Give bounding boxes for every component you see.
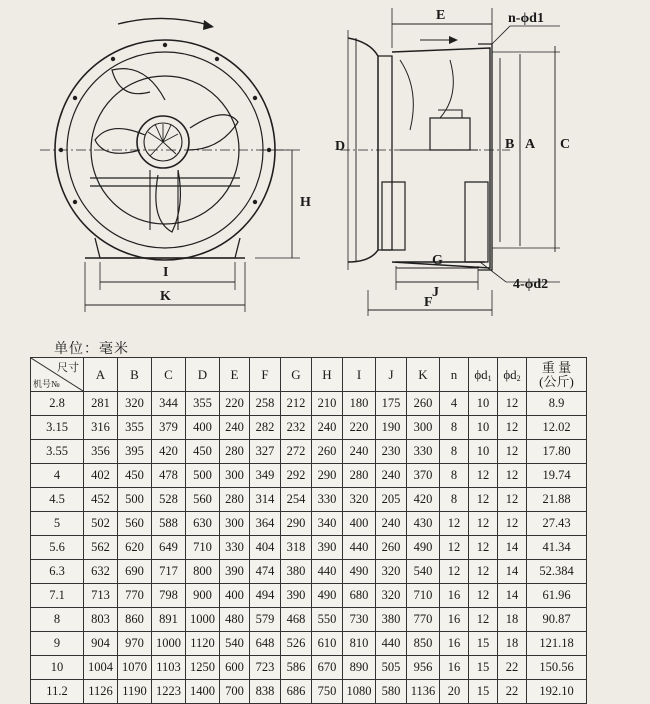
table-cell: 723	[250, 656, 281, 680]
table-cell: 240	[376, 512, 407, 536]
table-cell: 440	[376, 632, 407, 656]
table-cell: 1070	[118, 656, 152, 680]
table-cell: 648	[250, 632, 281, 656]
table-cell: 12	[469, 488, 498, 512]
table-cell: 230	[376, 440, 407, 464]
table-cell: 314	[250, 488, 281, 512]
table-cell: 15	[469, 680, 498, 704]
table-cell: 474	[250, 560, 281, 584]
header-weight-unit: (公斤)	[539, 373, 574, 389]
table-cell: 560	[118, 512, 152, 536]
header-weight-label: 重 量	[541, 359, 572, 375]
table-cell: 349	[250, 464, 281, 488]
table-cell: 540	[220, 632, 250, 656]
table-cell: 562	[84, 536, 118, 560]
table-cell: 12	[469, 512, 498, 536]
corner-model-label: 机号№	[33, 379, 60, 389]
model-number-cell: 10	[31, 656, 84, 680]
table-cell: 192.10	[527, 680, 587, 704]
table-cell: 580	[376, 680, 407, 704]
table-cell: 12	[469, 608, 498, 632]
table-cell: 240	[220, 416, 250, 440]
table-cell: 1004	[84, 656, 118, 680]
table-cell: 27.43	[527, 512, 587, 536]
table-cell: 8	[440, 440, 469, 464]
table-cell: 220	[343, 416, 376, 440]
fan-technical-drawing	[0, 0, 650, 335]
table-cell: 292	[281, 464, 312, 488]
table-cell: 630	[186, 512, 220, 536]
label-C: C	[560, 137, 571, 152]
table-cell: 502	[84, 512, 118, 536]
table-cell: 330	[220, 536, 250, 560]
table-cell: 12	[469, 464, 498, 488]
table-cell: 260	[312, 440, 343, 464]
header-d1	[469, 358, 498, 392]
table-cell: 717	[152, 560, 186, 584]
table-cell: 41.34	[527, 536, 587, 560]
label-G: G	[432, 253, 443, 268]
table-cell: 526	[281, 632, 312, 656]
label-J: J	[432, 285, 439, 300]
header-D: D	[186, 358, 220, 392]
table-cell: 15	[469, 632, 498, 656]
table-cell: 205	[376, 488, 407, 512]
table-row	[31, 512, 587, 536]
table-cell: 320	[118, 392, 152, 416]
table-cell: 686	[281, 680, 312, 704]
header-F: F	[250, 358, 281, 392]
table-cell: 713	[84, 584, 118, 608]
label-B: B	[505, 137, 515, 152]
table-cell: 318	[281, 536, 312, 560]
table-cell: 280	[220, 488, 250, 512]
table-cell: 610	[312, 632, 343, 656]
table-cell: 330	[407, 440, 440, 464]
table-cell: 355	[118, 416, 152, 440]
table-cell: 478	[152, 464, 186, 488]
table-cell: 18	[498, 632, 527, 656]
model-number-cell: 2.8	[31, 392, 84, 416]
header-d2	[498, 358, 527, 392]
table-cell: 700	[220, 680, 250, 704]
table-cell: 260	[407, 392, 440, 416]
table-cell: 190	[376, 416, 407, 440]
table-cell: 17.80	[527, 440, 587, 464]
table-cell: 390	[312, 536, 343, 560]
table-cell: 330	[312, 488, 343, 512]
table-cell: 320	[376, 584, 407, 608]
table-cell: 300	[220, 512, 250, 536]
label-n-d1: n-ϕd1	[508, 11, 544, 26]
table-cell: 10	[469, 440, 498, 464]
table-cell: 900	[186, 584, 220, 608]
table-cell: 22	[498, 656, 527, 680]
dimension-table	[30, 357, 587, 704]
table-cell: 1103	[152, 656, 186, 680]
model-number-cell: 6.3	[31, 560, 84, 584]
table-cell: 282	[250, 416, 281, 440]
label-H: H	[300, 195, 311, 210]
table-cell: 90.87	[527, 608, 587, 632]
table-cell: 20	[440, 680, 469, 704]
table-cell: 560	[186, 488, 220, 512]
table-cell: 810	[343, 632, 376, 656]
table-cell: 16	[440, 656, 469, 680]
table-cell: 12	[440, 512, 469, 536]
table-cell: 12	[469, 560, 498, 584]
table-cell: 61.96	[527, 584, 587, 608]
label-E: E	[436, 8, 446, 23]
table-cell: 22	[498, 680, 527, 704]
table-cell: 240	[312, 416, 343, 440]
table-cell: 370	[407, 464, 440, 488]
table-cell: 402	[84, 464, 118, 488]
table-cell: 12	[498, 488, 527, 512]
table-cell: 300	[407, 416, 440, 440]
table-row	[31, 560, 587, 584]
table-cell: 258	[250, 392, 281, 416]
header-I: I	[343, 358, 376, 392]
table-cell: 12	[498, 440, 527, 464]
table-cell: 750	[312, 680, 343, 704]
header-d2-text: ϕd	[503, 366, 517, 382]
table-cell: 12	[440, 536, 469, 560]
table-header-row	[31, 358, 587, 392]
table-row	[31, 416, 587, 440]
table-cell: 18	[498, 608, 527, 632]
table-cell: 890	[343, 656, 376, 680]
label-A: A	[525, 137, 536, 152]
label-D: D	[335, 139, 346, 154]
table-row	[31, 680, 587, 704]
table-cell: 690	[118, 560, 152, 584]
table-cell: 8	[440, 488, 469, 512]
table-cell: 400	[343, 512, 376, 536]
table-row	[31, 440, 587, 464]
header-K: K	[407, 358, 440, 392]
table-cell: 632	[84, 560, 118, 584]
table-cell: 52.384	[527, 560, 587, 584]
corner-header	[31, 358, 84, 392]
table-cell: 400	[220, 584, 250, 608]
table-cell: 494	[250, 584, 281, 608]
table-cell: 390	[281, 584, 312, 608]
table-cell: 891	[152, 608, 186, 632]
table-cell: 1400	[186, 680, 220, 704]
table-cell: 838	[250, 680, 281, 704]
header-J: J	[376, 358, 407, 392]
table-cell: 1250	[186, 656, 220, 680]
table-cell: 121.18	[527, 632, 587, 656]
table-cell: 680	[343, 584, 376, 608]
table-row	[31, 536, 587, 560]
table-cell: 15	[469, 656, 498, 680]
table-cell: 490	[407, 536, 440, 560]
label-K: K	[160, 289, 171, 304]
table-cell: 320	[376, 560, 407, 584]
table-cell: 588	[152, 512, 186, 536]
table-cell: 850	[407, 632, 440, 656]
table-cell: 400	[186, 416, 220, 440]
table-cell: 8.9	[527, 392, 587, 416]
table-cell: 800	[186, 560, 220, 584]
table-cell: 356	[84, 440, 118, 464]
table-cell: 280	[343, 464, 376, 488]
table-cell: 1000	[152, 632, 186, 656]
label-4-d2: 4-ϕd2	[513, 277, 549, 292]
table-cell: 16	[440, 584, 469, 608]
corner-size-label: 尺寸	[57, 362, 79, 374]
table-cell: 4	[440, 392, 469, 416]
table-cell: 490	[312, 584, 343, 608]
table-cell: 1120	[186, 632, 220, 656]
table-cell: 10	[469, 416, 498, 440]
header-n: n	[440, 358, 469, 392]
header-B: B	[118, 358, 152, 392]
table-cell: 355	[186, 392, 220, 416]
table-cell: 210	[312, 392, 343, 416]
table-cell: 14	[498, 560, 527, 584]
table-row	[31, 656, 587, 680]
table-row	[31, 488, 587, 512]
label-F: F	[424, 295, 433, 310]
table-cell: 16	[440, 632, 469, 656]
table-cell: 12	[498, 464, 527, 488]
table-cell: 14	[498, 584, 527, 608]
model-number-cell: 3.55	[31, 440, 84, 464]
table-cell: 12	[498, 512, 527, 536]
table-cell: 420	[152, 440, 186, 464]
table-cell: 340	[312, 512, 343, 536]
table-cell: 240	[343, 440, 376, 464]
table-row	[31, 464, 587, 488]
header-H: H	[312, 358, 343, 392]
table-row	[31, 392, 587, 416]
table-cell: 505	[376, 656, 407, 680]
table-cell: 12	[498, 416, 527, 440]
table-cell: 550	[312, 608, 343, 632]
model-number-cell: 3.15	[31, 416, 84, 440]
table-cell: 404	[250, 536, 281, 560]
table-cell: 254	[281, 488, 312, 512]
side-view	[340, 8, 560, 316]
table-cell: 1136	[407, 680, 440, 704]
table-cell: 320	[343, 488, 376, 512]
table-cell: 970	[118, 632, 152, 656]
table-cell: 803	[84, 608, 118, 632]
table-cell: 240	[376, 464, 407, 488]
table-row	[31, 584, 587, 608]
table-cell: 280	[220, 440, 250, 464]
table-cell: 290	[281, 512, 312, 536]
table-cell: 710	[407, 584, 440, 608]
table-cell: 281	[84, 392, 118, 416]
table-cell: 540	[407, 560, 440, 584]
model-number-cell: 9	[31, 632, 84, 656]
table-cell: 1000	[186, 608, 220, 632]
table-cell: 770	[407, 608, 440, 632]
table-cell: 420	[407, 488, 440, 512]
table-cell: 260	[376, 536, 407, 560]
model-number-cell: 8	[31, 608, 84, 632]
table-cell: 212	[281, 392, 312, 416]
table-cell: 620	[118, 536, 152, 560]
table-cell: 12	[469, 584, 498, 608]
model-number-cell: 5	[31, 512, 84, 536]
header-d1-sub: 1	[487, 373, 492, 383]
front-view	[40, 18, 300, 312]
table-cell: 528	[152, 488, 186, 512]
table-cell: 500	[118, 488, 152, 512]
table-cell: 8	[440, 464, 469, 488]
table-cell: 450	[118, 464, 152, 488]
table-cell: 440	[343, 536, 376, 560]
table-cell: 220	[220, 392, 250, 416]
table-cell: 730	[343, 608, 376, 632]
table-cell: 150.56	[527, 656, 587, 680]
table-cell: 904	[84, 632, 118, 656]
table-cell: 1080	[343, 680, 376, 704]
model-number-cell: 5.6	[31, 536, 84, 560]
table-cell: 379	[152, 416, 186, 440]
table-cell: 430	[407, 512, 440, 536]
table-cell: 770	[118, 584, 152, 608]
table-row	[31, 632, 587, 656]
table-cell: 1126	[84, 680, 118, 704]
table-cell: 798	[152, 584, 186, 608]
header-C: C	[152, 358, 186, 392]
table-cell: 327	[250, 440, 281, 464]
table-cell: 21.88	[527, 488, 587, 512]
table-row	[31, 608, 587, 632]
table-cell: 1223	[152, 680, 186, 704]
header-G: G	[281, 358, 312, 392]
table-cell: 12	[440, 560, 469, 584]
table-cell: 380	[281, 560, 312, 584]
table-cell: 395	[118, 440, 152, 464]
table-cell: 380	[376, 608, 407, 632]
table-cell: 579	[250, 608, 281, 632]
table-cell: 600	[220, 656, 250, 680]
header-weight	[527, 358, 587, 392]
table-cell: 232	[281, 416, 312, 440]
table-cell: 290	[312, 464, 343, 488]
table-cell: 440	[312, 560, 343, 584]
label-I: I	[163, 265, 169, 280]
header-A: A	[84, 358, 118, 392]
table-cell: 649	[152, 536, 186, 560]
table-cell: 19.74	[527, 464, 587, 488]
table-cell: 300	[220, 464, 250, 488]
table-cell: 468	[281, 608, 312, 632]
table-cell: 8	[440, 416, 469, 440]
table-cell: 14	[498, 536, 527, 560]
table-cell: 670	[312, 656, 343, 680]
table-cell: 710	[186, 536, 220, 560]
table-body	[31, 392, 587, 704]
table-cell: 344	[152, 392, 186, 416]
model-number-cell: 4.5	[31, 488, 84, 512]
table-cell: 10	[469, 392, 498, 416]
table-cell: 390	[220, 560, 250, 584]
table-cell: 480	[220, 608, 250, 632]
table-cell: 860	[118, 608, 152, 632]
table-cell: 364	[250, 512, 281, 536]
header-d1-text: ϕd	[474, 366, 488, 382]
table-cell: 586	[281, 656, 312, 680]
table-cell: 956	[407, 656, 440, 680]
table-cell: 16	[440, 608, 469, 632]
table-cell: 272	[281, 440, 312, 464]
table-cell: 1190	[118, 680, 152, 704]
table-cell: 12	[498, 392, 527, 416]
table-cell: 450	[186, 440, 220, 464]
table-cell: 12	[469, 536, 498, 560]
model-number-cell: 11.2	[31, 680, 84, 704]
unit-label: 单位：毫米	[54, 341, 129, 357]
header-d2-sub: 2	[516, 373, 521, 383]
table-cell: 175	[376, 392, 407, 416]
table-cell: 452	[84, 488, 118, 512]
model-number-cell: 7.1	[31, 584, 84, 608]
table-cell: 500	[186, 464, 220, 488]
model-number-cell: 4	[31, 464, 84, 488]
header-E: E	[220, 358, 250, 392]
table-cell: 12.02	[527, 416, 587, 440]
table-cell: 490	[343, 560, 376, 584]
table-cell: 180	[343, 392, 376, 416]
table-cell: 316	[84, 416, 118, 440]
